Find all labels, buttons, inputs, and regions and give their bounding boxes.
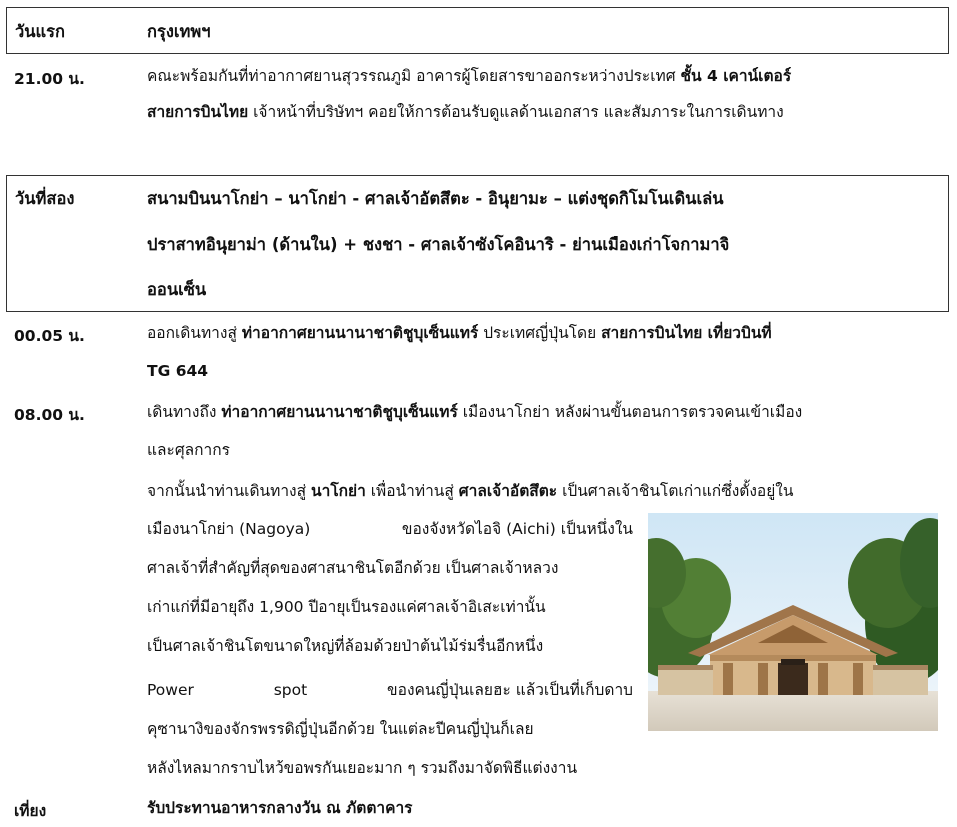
schedule1-line1: คณะพร้อมกันที่ท่าอากาศยานสุวรรณภูมิ อาคารผู้โดยสารขาออกระหว่างประเทศ ชั้น 4 เคาน์เตอร์ <box>147 67 792 85</box>
schedule2-line1: ออกเดินทางสู่ ท่าอากาศยานนานาชาติชูบุเซ็นแทร์ ประเทศญี่ปุ่นโดย สายการบินไทย เที่ยวบินที่ <box>147 324 772 342</box>
day2-header <box>6 175 949 312</box>
shrine-photo <box>648 513 938 731</box>
day1-title: กรุงเทพฯ <box>147 22 211 41</box>
day2-label: วันที่สอง <box>15 189 75 208</box>
schedule3-wrap-line2: ศาลเจ้าที่สำคัญที่สุดของศาสนาชินโตอีกด้วย เป็นศาลเจ้าหลวง <box>147 559 559 577</box>
schedule4-time: เที่ยง <box>14 802 47 820</box>
schedule2-line2: TG 644 <box>147 362 209 380</box>
day2-title-line1: สนามบินนาโกย่า – นาโกย่า - ศาลเจ้าอัตสึตะ - อินุยามะ – แต่งชุดกิโมโนเดินเล่น <box>147 189 724 208</box>
day2-title-line3: ออนเซ็น <box>147 280 207 299</box>
schedule3-wrap-line6: คุซานางิของจักรพรรดิญี่ปุ่นอีกด้วย ในแต่ละปีคนญี่ปุ่นก็เลย <box>147 720 534 738</box>
schedule3-wrap-line3: เก่าแก่ที่มีอายุถึง 1,900 ปีอายุเป็นรองแค่ศาลเจ้าอิเสะเท่านั้น <box>147 598 546 616</box>
schedule3-line1: เดินทางถึง ท่าอากาศยานนานาชาติชูบุเซ็นแทร์ เมืองนาโกย่า หลังผ่านขั้นตอนการตรวจคนเข้าเมือง <box>147 403 803 421</box>
day1-header <box>6 7 949 54</box>
day2-title-line2: ปราสาทอินุยาม่า (ด้านใน) + ชงชา - ศาลเจ้าซังโคอินาริ - ย่านเมืองเก่าโจกามาจิ <box>147 235 730 254</box>
schedule2-time: 00.05 น. <box>14 327 85 345</box>
schedule3-wrap-line5: Power spot ของคนญี่ปุ่นเลยฮะ แล้วเป็นที่เก็บดาบ <box>147 681 633 699</box>
schedule1-line2: สายการบินไทย เจ้าหน้าที่บริษัทฯ คอยให้การต้อนรับดูแลด้านเอกสาร และสัมภาระในการเดินทาง <box>147 103 784 121</box>
schedule3-line2: และศุลกากร <box>147 441 230 459</box>
day1-label: วันแรก <box>15 22 66 41</box>
schedule1-time: 21.00 น. <box>14 70 85 88</box>
schedule4-line: รับประทานอาหารกลางวัน ณ ภัตตาคาร <box>147 799 413 817</box>
schedule3-wrap-line7: หลังไหลมากราบไหว้ขอพรกันเยอะมาก ๆ รวมถึงมาจัดพิธีแต่งงาน <box>147 759 578 777</box>
schedule3-time: 08.00 น. <box>14 406 85 424</box>
schedule3-wrap-line1: เมืองนาโกย่า (Nagoya) ของจังหวัดไอจิ (Aichi) เป็นหนึ่งใน <box>147 520 633 538</box>
schedule3-wrap-line4: เป็นศาลเจ้าชินโตขนาดใหญ่ที่ล้อมด้วยป่าต้นไม้ร่มรื่นอีกหนึ่ง <box>147 637 544 655</box>
schedule3-line3: จากนั้นนำท่านเดินทางสู่ นาโกย่า เพื่อนำท่านสู่ ศาลเจ้าอัตสึตะ เป็นศาลเจ้าชินโตเก่าแก่ซึ่งตั้งอยู่ใน <box>147 482 794 500</box>
shrine-photo-icon <box>648 513 938 731</box>
